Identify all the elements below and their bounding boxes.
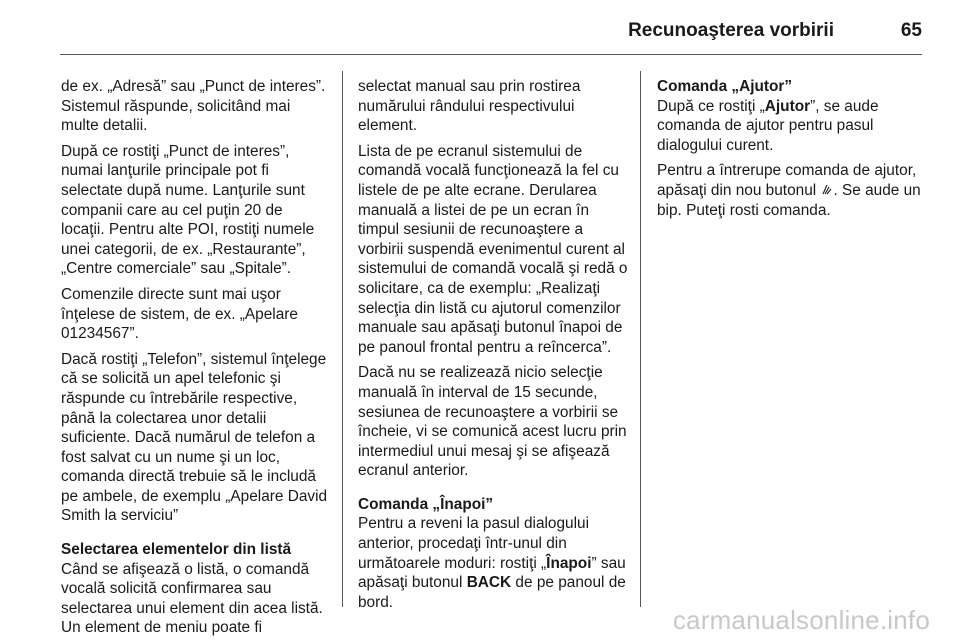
paragraph: Comenzile directe sunt mai uşor înţelese de sistem, de ex. „Apelare 01234567”. <box>61 285 298 343</box>
keyword-help: Ajutor <box>764 97 811 115</box>
paragraph <box>657 97 929 156</box>
watermark: carmanualsonline.info <box>672 605 930 635</box>
paragraph: selectat manual sau prin rostirea numărului rândului respectivului element. <box>358 78 581 135</box>
text-run: După ce rostiţi „ <box>657 97 765 115</box>
paragraph: Dacă rostiţi „Telefon”, sistemul înţelege că se solicită un apel telefonic şi răspunde cu întrebările respective, până la colectarea unor detalii suficiente. Dacă numărul de telefon a fost salvat cu un nume şi un loc, comanda directă trebuie să le includă pe ambele, de exemplu „Apelare David Smith la serviciu” <box>61 350 328 525</box>
paragraph: După ce rostiţi „Punct de interes”, numai lanţurile principale pot fi selectate după nume. Lanţurile sunt companii care au cel puţin 20 de locaţii. Pentru alte POI, rostiţi numele unei categorii, de ex. „Restaurante”, „Centre comerciale” sau „Spitale”. <box>61 142 315 278</box>
text-run: Pentru a reveni la pasul dialogului anterior, procedaţi într-unul din următoarele moduri: rostiţi „ <box>358 515 590 572</box>
paragraph: Dacă nu se realizează nicio selecţie manuală în interval de 15 secunde, sesiunea de recunoaştere a vorbirii se încheie, vi se comunică acest lucru prin intermediul unui mesaj şi se afişează ecranul anterior. <box>358 364 627 480</box>
section-heading-list-selection: Selectarea elementelor din listă <box>61 541 292 559</box>
paragraph: Când se afişează o listă, o comandă vocală solicită confirmarea sau selectarea unui element din acea listă. Un element de meniu poate fi <box>61 560 323 637</box>
text-run: de pe panoul de bord. <box>358 574 626 611</box>
paragraph <box>657 161 929 220</box>
paragraph: de ex. „Adresă” sau „Punct de interes”. Sistemul răspunde, solicitând mai multe detalii. <box>61 78 326 135</box>
page-number: 65 <box>900 20 922 41</box>
text-run: ” sau apăsaţi butonul <box>358 554 626 592</box>
keyword-back: Înapoi <box>546 554 592 572</box>
text-column-1 <box>61 77 329 644</box>
column-divider <box>342 71 343 607</box>
section-heading-help-command: Comanda „Ajutor” <box>657 78 793 95</box>
text-run: Pentru a întrerupe comanda de ajutor, apăsaţi din nou butonul <box>657 162 917 199</box>
voice-control-icon <box>820 181 833 201</box>
paragraph: Lista de pe ecranul sistemului de comandă vocală funcţionează la fel cu listele de pe alte ecrane. Derularea manuală a listei de pe un ecran în timpul sesiunii de recunoaştere a vorbirii suspendă evenimentul curent al sistemului de comandă vocală şi redă o solicitare, ca de exemplu: „Realizaţi selecţia din listă cu ajutorul comenzilor manuale sau apăsaţi butonul înapoi de pe panoul frontal pentru a reîncerca”. <box>358 142 628 356</box>
button-name-back: BACK <box>466 574 512 592</box>
page-header <box>60 0 922 55</box>
text-run: ”, se aude comanda de ajutor pentru pasul dialogului curent. <box>657 97 879 154</box>
text-column-3 <box>657 77 929 226</box>
paragraph <box>358 514 630 612</box>
section-heading-back-command: Comanda „Înapoi” <box>358 495 494 513</box>
text-column-2 <box>358 77 630 618</box>
page-title: Recunoaşterea vorbirii <box>628 20 834 41</box>
text-run: . Se aude un bip. Puteţi rosti comanda. <box>657 181 921 219</box>
column-divider <box>640 71 641 607</box>
